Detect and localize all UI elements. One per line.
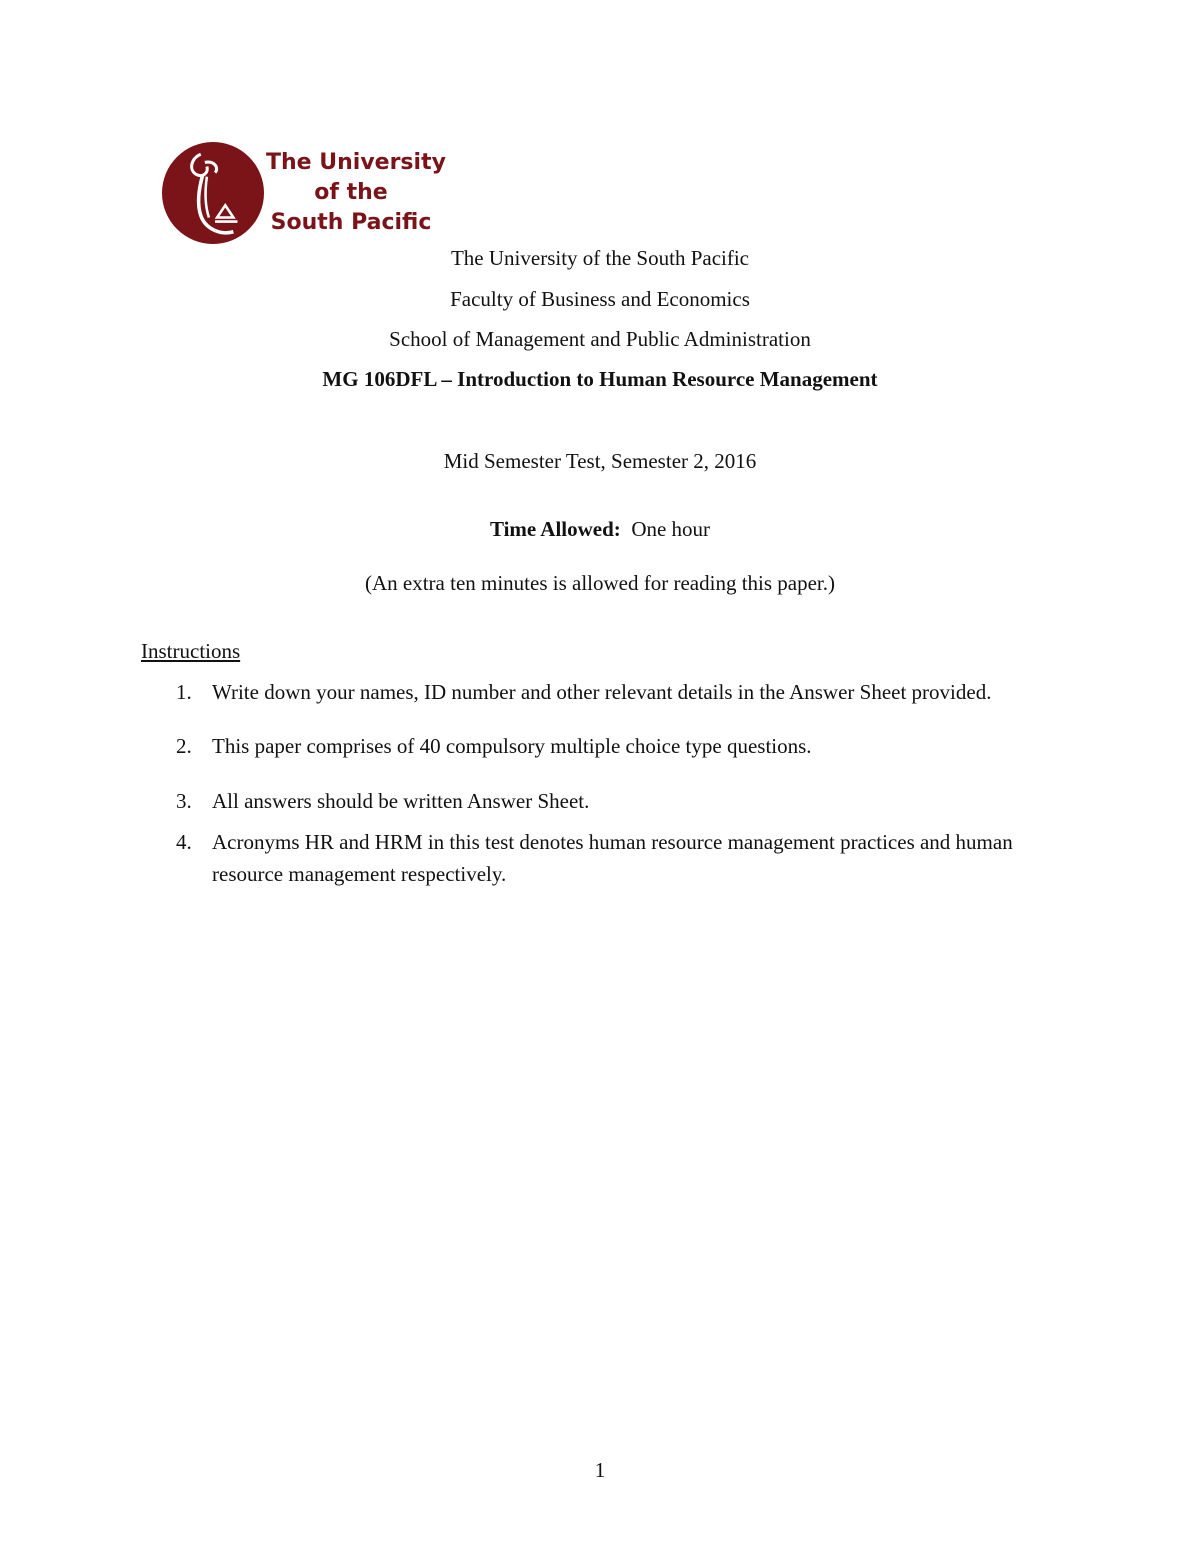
logo-line-1: The University [266,150,446,175]
page-number: 1 [594,1458,606,1482]
instruction-text: All answers should be written Answer Sheet. [212,789,590,813]
time-allowed-label: Time Allowed: [489,517,621,541]
logo-wordmark [266,148,446,238]
instruction-text: Acronyms HR and HRM in this test denotes human resource management practices and human resource management respectively. [212,830,1013,886]
logo-line-3: South Pacific [270,210,432,235]
instruction-number: 1. [176,680,192,704]
logo-line-2: of the [314,180,388,205]
instruction-number: 4. [176,830,192,854]
university-logo [162,140,446,245]
university-name: The University of the South Pacific [450,246,750,270]
course-title: MG 106DFL – Introduction to Human Resource Management [322,367,878,391]
instruction-number: 2. [176,734,192,758]
school-name: School of Management and Public Administration [389,327,811,351]
instruction-text: This paper comprises of 40 compulsory multiple choice type questions. [212,734,812,758]
faculty-name: Faculty of Business and Economics [450,287,750,311]
instructions-heading: Instructions [141,639,241,663]
instruction-number: 3. [176,789,192,813]
time-allowed [0,516,1200,542]
reading-time-note: (An extra ten minutes is allowed for reading this paper.) [364,571,836,595]
test-title: Mid Semester Test, Semester 2, 2016 [443,449,757,473]
instruction-text: Write down your names, ID number and other relevant details in the Answer Sheet provided. [212,680,992,704]
time-allowed-value: One hour [631,517,711,541]
university-emblem-icon [162,142,264,244]
